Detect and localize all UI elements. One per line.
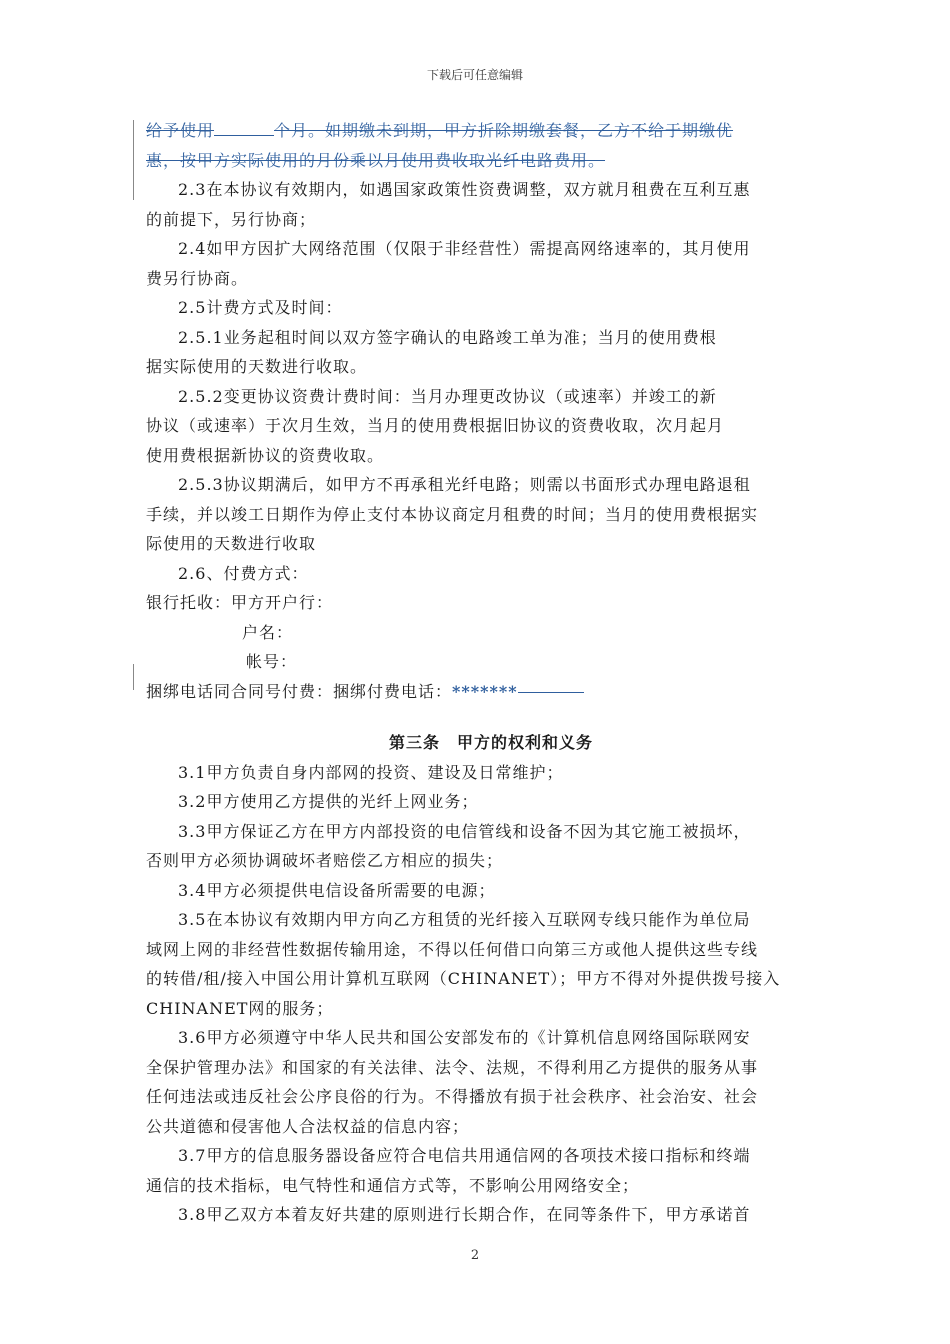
bundle-phone-underline (518, 692, 584, 693)
paragraph-line: 的前提下，另行协商； (146, 209, 317, 229)
section-3-clauses (146, 758, 836, 1230)
section-2-clauses (146, 175, 836, 588)
bundle-phone-value: ******* (452, 681, 518, 701)
section-3-title: 第三条 甲方的权利和义务 (388, 733, 593, 752)
page-header: 下载后可任意编辑 (426, 68, 523, 82)
struck-text-before: 给予使用 (146, 121, 215, 140)
bank-line: 银行托收：甲方开户行： (146, 593, 334, 612)
paragraph-line: 际使用的天数进行收取 (146, 534, 317, 553)
struck-line-1 (146, 116, 836, 146)
account-no-line: 帐号： (246, 652, 298, 671)
bundle-phone-line (146, 677, 836, 707)
paragraph-line: 3.8甲乙双方本着友好共建的原则进行长期合作，在同等条件下，甲方承诺首 (178, 1205, 751, 1224)
paragraph-line: 2.5计费方式及时间： (178, 298, 343, 317)
paragraph-line: 任何违法或违反社会公序良俗的行为。不得播放有损于社会秩序、社会治安、社会 (146, 1087, 759, 1106)
paragraph-line: CHINANET网的服务； (146, 998, 334, 1018)
revision-bar-bottom (133, 664, 134, 690)
revision-bar-top (133, 120, 134, 200)
account-name-line: 户名： (242, 622, 294, 642)
paragraph-line: 否则甲方必须协调破坏者赔偿乙方相应的损失； (146, 851, 504, 870)
paragraph-line: 3.3甲方保证乙方在甲方内部投资的电信管线和设备不因为其它施工被损坏， (178, 821, 751, 841)
paragraph-line: 域网上网的非经营性数据传输用途，不得以任何借口向第三方或他人提供这些专线 (146, 939, 759, 959)
paragraph-line: 的转借/租/接入中国公用计算机互联网（CHINANET）；甲方不得对外提供拨号接入 (146, 969, 781, 988)
paragraph-line: 费另行协商。 (146, 268, 249, 288)
paragraph-line: 通信的技术指标，电气特性和通信方式等，不影响公用网络安全； (146, 1175, 640, 1195)
blank-underline (214, 134, 274, 136)
paragraph-line: 协议（或速率）于次月生效，当月的使用费根据旧协议的资费收取，次月起月 (146, 416, 725, 435)
paragraph-line: 2.5.2变更协议资费计费时间：当月办理更改协议（或速率）并竣工的新 (178, 386, 717, 406)
paragraph-line: 手续，并以竣工日期作为停止支付本协议商定月租费的时间；当月的使用费根据实 (146, 504, 759, 524)
paragraph-line: 3.1甲方负责自身内部网的投资、建设及日常维护； (178, 762, 564, 782)
paragraph-line: 3.4甲方必须提供电信设备所需要的电源； (178, 880, 496, 900)
struck-text-after: 个月。如期缴未到期，甲方折除期缴套餐，乙方不给于期缴优 (274, 121, 734, 140)
paragraph-line: 2.3在本协议有效期内，如遇国家政策性资费调整，双方就月租费在互利互惠 (178, 180, 751, 199)
paragraph-line: 公共道德和侵害他人合法权益的信息内容； (146, 1116, 470, 1136)
paragraph-line: 2.5.1业务起租时间以双方签字确认的电路竣工单为准；当月的使用费根 (178, 327, 717, 347)
bundle-phone-label: 捆绑电话同合同号付费：捆绑付费电话： (146, 681, 453, 701)
paragraph-line: 3.6甲方必须遵守中华人民共和国公安部发布的《计算机信息网络国际联网安 (178, 1028, 751, 1047)
paragraph-line: 使用费根据新协议的资费收取。 (146, 445, 385, 465)
paragraph-line: 2.6、付费方式： (178, 563, 309, 583)
document-body (146, 116, 836, 1230)
paragraph-line: 3.2甲方使用乙方提供的光纤上网业务； (178, 792, 479, 811)
paragraph-line: 全保护管理办法》和国家的有关法律、法令、法规，不得利用乙方提供的服务从事 (146, 1057, 759, 1077)
paragraph-line: 据实际使用的天数进行收取。 (146, 357, 368, 376)
paragraph-line: 3.7甲方的信息服务器设备应符合电信共用通信网的各项技术接口指标和终端 (178, 1146, 751, 1165)
page-number: 2 (470, 1248, 480, 1263)
paragraph-line: 2.5.3协议期满后，如甲方不再承租光纤电路；则需以书面形式办理电路退租 (178, 475, 751, 494)
struck-line-2: 惠，按甲方实际使用的月份乘以月使用费收取光纤电路费用。 (146, 150, 606, 170)
paragraph-line: 2.4如甲方因扩大网络范围（仅限于非经营性）需提高网络速率的，其月使用 (178, 239, 751, 258)
paragraph-line: 3.5在本协议有效期内甲方向乙方租赁的光纤接入互联网专线只能作为单位局 (178, 910, 751, 929)
